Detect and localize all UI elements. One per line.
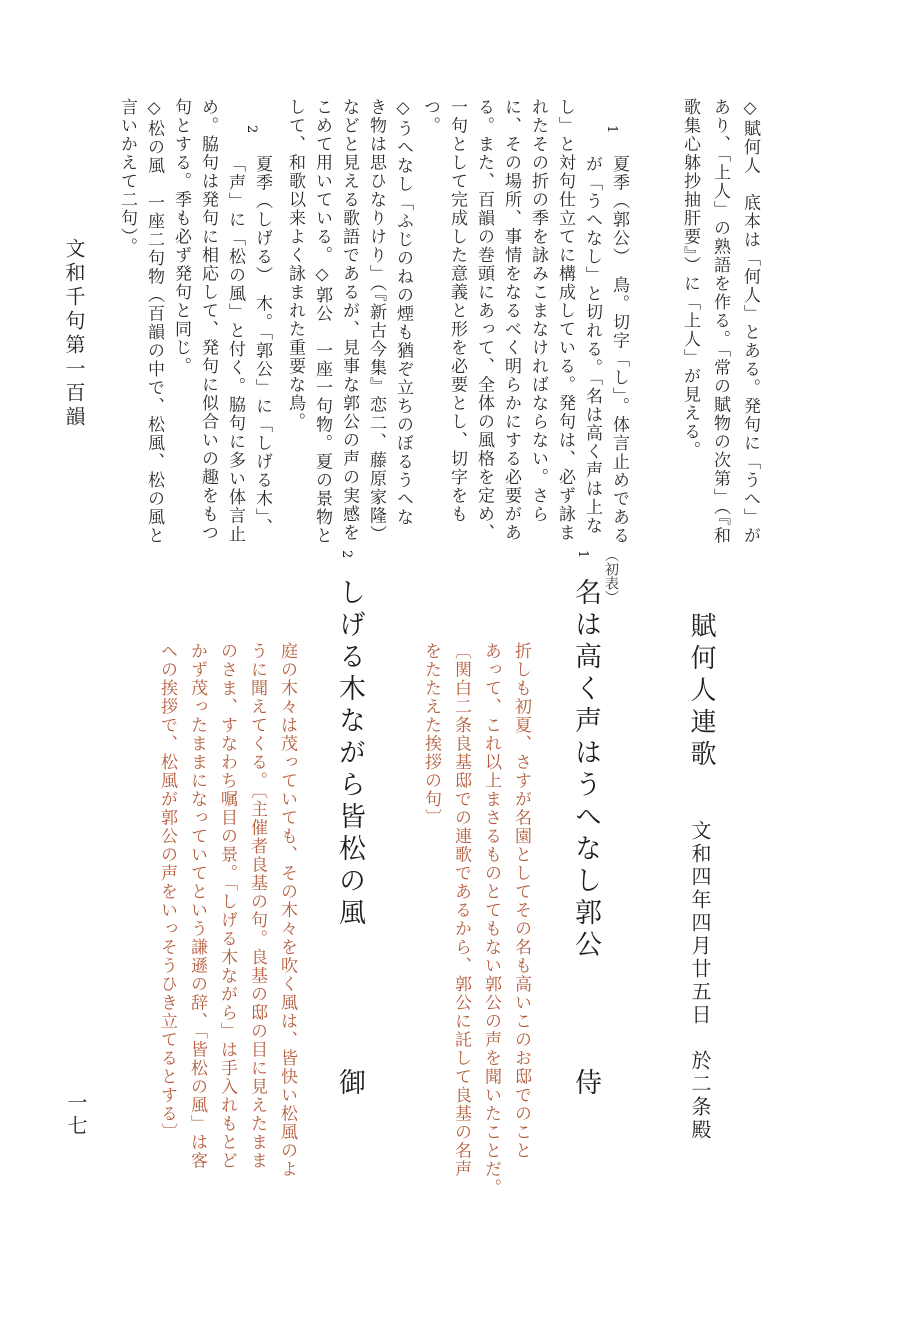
note-2-line: 夏季（しげる） 木。「郭公」に「しげる木」、 [252, 155, 272, 537]
translation-2-line: 庭の木々は茂っていても、その木々を吹く風は、皆快い松風のよ [277, 642, 297, 1179]
note-1-line: ◇うへなし「ふじのねの煙も猶ぞ立ちのぼるうへな [393, 98, 413, 527]
note-1-line: こめて用いている。◇郭公 一座一句物。夏の景物と [312, 98, 332, 545]
translation-2-line: のさま、すなわち嘱目の景。「しげる木ながら」は手入れもとど [217, 642, 237, 1170]
verse-1-number: 1 [575, 550, 590, 559]
note-1-line: して、和歌以来よく詠まれた重要な鳥。 [285, 98, 305, 431]
note-1-line: れたその折の季を詠みこまなければならない。さら [528, 98, 548, 524]
page-number: 一七 [64, 1092, 88, 1138]
note-1-line: る。また、百韻の巻頭にあって、全体の風格を定め、 [474, 98, 494, 542]
note-1-line: し」と対句仕立てに構成している。発句は、必ず詠ま [555, 98, 575, 542]
note-fushimono-3: 歌集心躰抄抽肝要』）に「上人」が見える。 [680, 98, 700, 460]
running-head: 文和千句第一百韻 [62, 238, 86, 430]
verse-1-text: 名は高く声はうへなし郭公 [570, 578, 601, 962]
note-1-line: が「うへなし」と切れる。「名は高く声は上な [582, 155, 602, 535]
note-2-line: め。脇句は発句に相応して、発句に似合いの趣をもつ [198, 98, 218, 542]
verse-2-number: 2 [339, 550, 354, 559]
note-2-line: 言いかえて二句）。 [117, 98, 137, 256]
translation-2-line: への挨拶で、松風が郭公の声をいっそうひき立てるとする〕 [157, 642, 177, 1142]
note-1-line: き物は思ひなりけり」（『新古今集』恋二、藤原家隆） [366, 98, 386, 544]
note-1-line: 一句として完成した意義と形を必要とし、切字をも [447, 98, 467, 524]
note-2-line: 「声」に「松の風」と付く。脇句に多い体言止 [225, 155, 245, 544]
note-2-line: ◇松の風 一座二句物（百韻の中で、松風、松の風と [144, 98, 164, 545]
note-1-line: に、その場所、事情をなるべく明らかにする必要があ [501, 98, 521, 542]
note-1-line: などと見える歌語であるが、見事な郭公の声の実感を [339, 98, 359, 542]
note-fushimono-2: あり、「上人」の熟語を作る。「常の賦物の次第」（『和 [710, 98, 730, 545]
translation-2-line: うに聞えてくる。〔主催者良基の句。良基の邸の目に見えたまま [247, 642, 267, 1170]
title: 賦何人連歌 [686, 612, 716, 772]
translation-2-line: かず茂ったままになっていてという謙遜の辞、「皆松の風」は客 [187, 642, 207, 1170]
note-1-line: つ。 [420, 98, 440, 135]
translation-1-line: をたたえた挨拶の句〕 [421, 642, 441, 827]
note-1-number: 1 [604, 125, 619, 134]
translation-1-line: あって、これ以上まさるものとてもない郭公の声を聞いたことだ。 [481, 642, 501, 1197]
verse-2-text: しげる木ながら皆松の風 [334, 578, 365, 930]
note-fushimono-1: ◇賦何人 底本は「何人」とある。発句に「うへ」が [740, 98, 760, 545]
translation-1-line: 〔関白二条良基邸での連歌であるから、郭公に託して良基の名声 [451, 642, 471, 1179]
section-mark: （初表） [603, 548, 619, 604]
note-1-line: 夏季（郭公） 鳥。切字「し」。体言止めである [609, 155, 629, 545]
verse-1-author: 侍 [570, 1068, 601, 1100]
note-2-number: 2 [244, 125, 259, 134]
translation-1-line: 折しも初夏、さすが名園としてその名も高いこのお邸でのこと [511, 642, 531, 1160]
verse-2-author: 御 [334, 1068, 365, 1100]
date-place: 文和四年四月廿五日 於二条殿 [688, 820, 712, 1142]
note-2-line: 句とする。季も必ず発句と同じ。 [171, 98, 191, 376]
